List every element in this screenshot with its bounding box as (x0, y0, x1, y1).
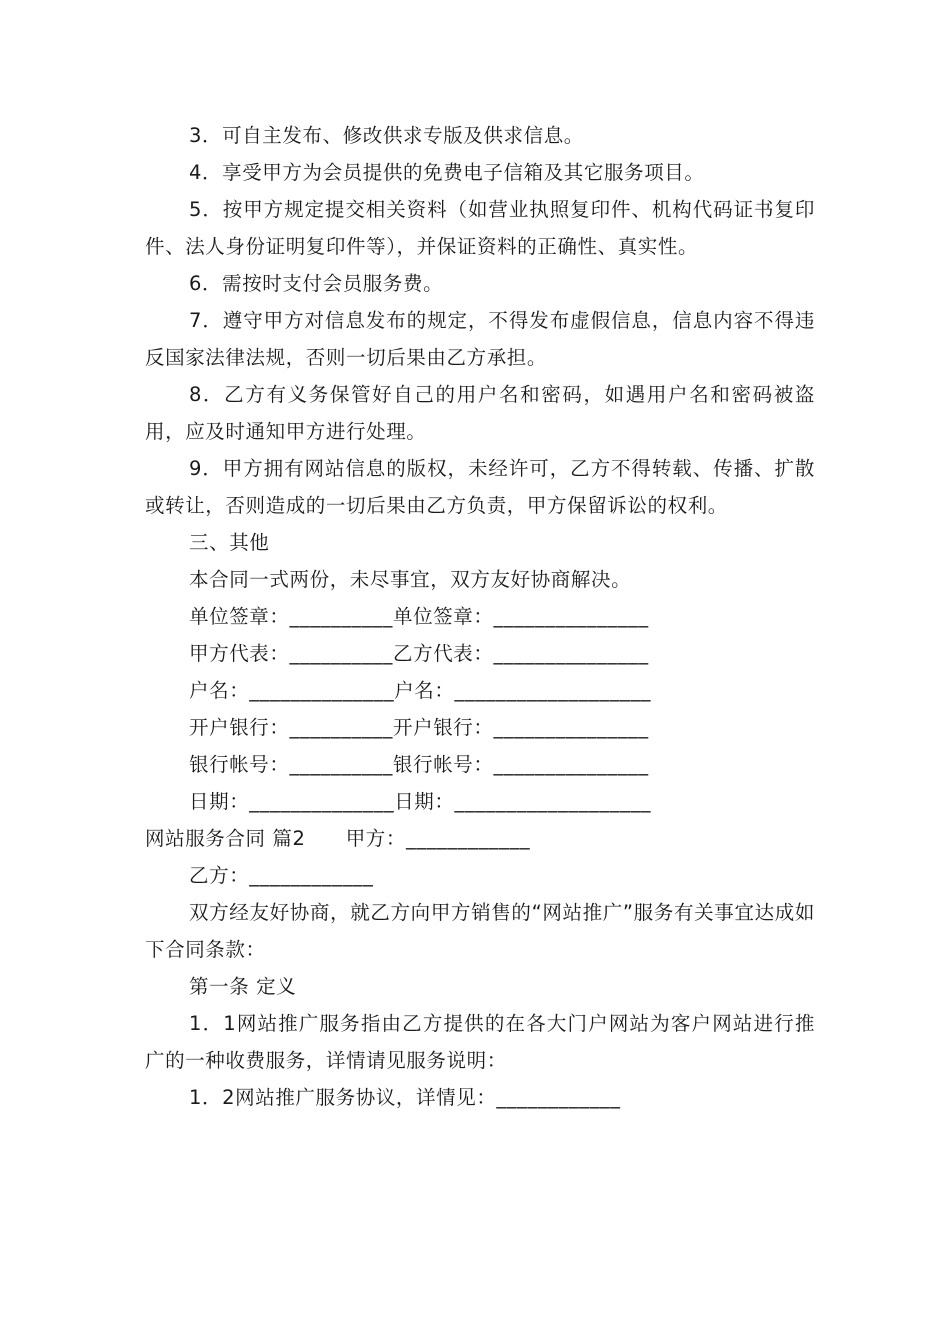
clause-8: 8．乙方有义务保管好自己的用户名和密码，如遇用户名和密码被盗用，应及时通知甲方进行处理。 (145, 383, 815, 443)
party-b-line: 乙方：____________ (189, 864, 374, 887)
contract-copies-note: 本合同一式两份，未尽事宜，双方友好协商解决。 (189, 568, 632, 591)
account-name-line: 户名：______________户名：___________________ (189, 679, 652, 702)
date-line: 日期：______________日期：___________________ (189, 790, 652, 813)
representative-line: 甲方代表：__________乙方代表：_______________ (189, 642, 649, 665)
section-heading-other: 三、其他 (189, 531, 270, 554)
definition-1-2: 1．2网站推广服务协议，详情见：____________ (189, 1086, 621, 1109)
clause-9: 9．甲方拥有网站信息的版权，未经许可，乙方不得转载、传播、扩散或转让，否则造成的一切后果由乙方负责，甲方保留诉讼的权利。 (145, 457, 815, 517)
definition-1-1: 1．1网站推广服务指由乙方提供的在各大门户网站为客户网站进行推广的一种收费服务，详情请见服务说明： (145, 1012, 815, 1072)
article-1-heading: 第一条 定义 (189, 975, 297, 998)
bank-line: 开户银行：__________开户银行：_______________ (189, 716, 649, 739)
bank-account-line: 银行帐号：__________银行帐号：_______________ (189, 753, 649, 776)
signature-seal-line: 单位签章：__________单位签章：_______________ (189, 605, 649, 628)
clause-5: 5．按甲方规定提交相关资料（如营业执照复印件、机构代码证书复印件、法人身份证明复印件等），并保证资料的正确性、真实性。 (145, 198, 815, 258)
clause-4: 4．享受甲方为会员提供的免费电子信箱及其它服务项目。 (189, 161, 705, 184)
document-body (145, 117, 815, 1116)
clause-3: 3．可自主发布、修改供求专版及供求信息。 (189, 124, 584, 147)
contract-2-title-party-a: 网站服务合同 篇2 甲方：____________ (145, 827, 531, 850)
clause-6: 6．需按时支付会员服务费。 (189, 272, 444, 295)
clause-7: 7．遵守甲方对信息发布的规定，不得发布虚假信息，信息内容不得违反国家法律法规，否则一切后果由乙方承担。 (145, 309, 815, 369)
intro-paragraph: 双方经友好协商，就乙方向甲方销售的“网站推广”服务有关事宜达成如下合同条款： (145, 901, 815, 961)
